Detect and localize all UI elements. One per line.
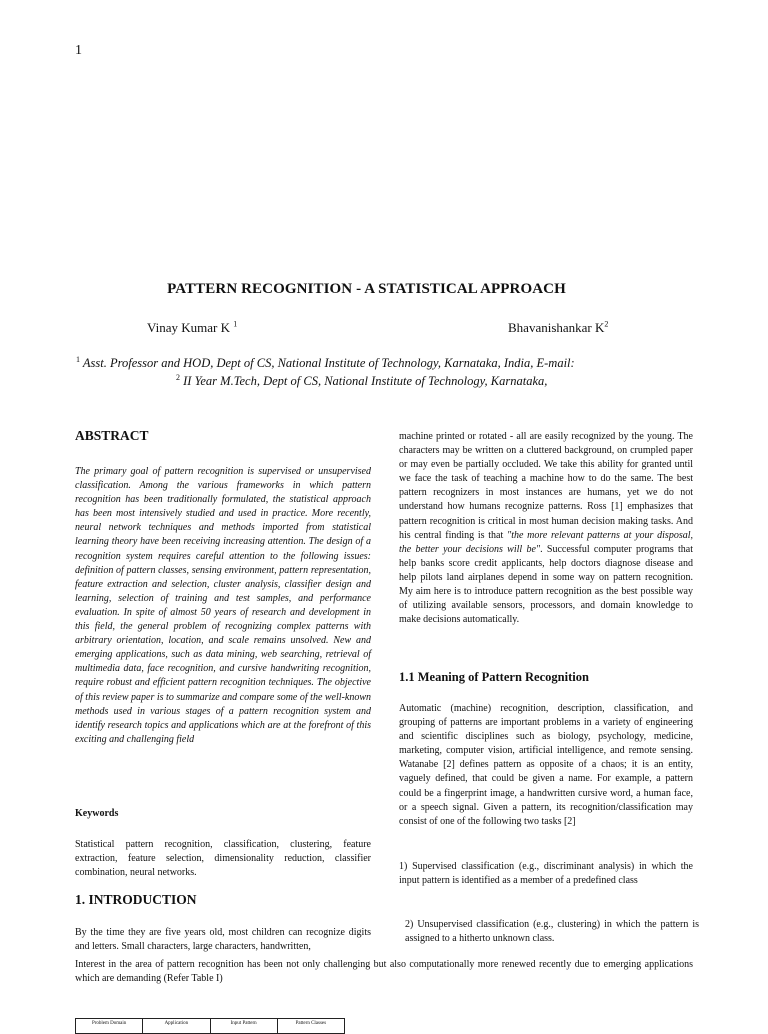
- introduction-heading: 1. INTRODUCTION: [75, 892, 197, 907]
- intro-text-part-2: . Successful computer programs that help banks score credit applicants, help doctors diagnose disease and help pilots land airplanes depend in some way on pattern recognition. My aim here is to introduce pattern recognition as the best possible way of utilizing available sensors, processors, and domain knowledge to make decisions automatically.: [399, 543, 694, 626]
- affiliation-1-text: Asst. Professor and HOD, Dept of CS, National Institute of Technology, Karnataka, India, E-mail:: [82, 356, 575, 370]
- interest-paragraph: Interest in the area of pattern recognition has been not only challenging but also computationally more renewed recently due to emerging applications which are demanding (Refer Table I): [75, 959, 693, 985]
- affiliation-2-text: II Year M.Tech, Dept of CS, National Institute of Technology, Karnataka,: [183, 374, 548, 388]
- author-2-sup: 2: [604, 319, 609, 329]
- author-2-name: Bhavanishankar K: [508, 320, 605, 335]
- task-2-text: 2) Unsupervised classification (e.g., clustering) in which the pattern is assigned to a hitherto unknown class.: [405, 919, 699, 945]
- affiliation-2: [176, 374, 547, 389]
- keywords-text: Statistical pattern recognition, classification, clustering, feature extraction, feature selection, dimensionality reduction, classifier combination, neural networks.: [75, 839, 371, 879]
- author-1: [147, 320, 237, 336]
- affiliation-2-sup: 2: [176, 372, 180, 382]
- table-header-row: [75, 1018, 345, 1034]
- intro-text-part-1: machine printed or rotated - all are easily recognized by the young. The characters may be written on a cluttered background, on crumpled paper or may even be partially occluded. We take this ability for granted until we face the task of teaching a machine how to do the same. The best pattern recognizers in most instances are humans, yet we do not understand how humans recognize patterns. Ross [1] emphasizes that pattern recognition is critical in most human decision making tasks. And his central finding is that: [399, 431, 693, 541]
- abstract-heading: ABSTRACT: [75, 428, 149, 443]
- page-number: 1: [75, 43, 82, 58]
- author-1-sup: 1: [233, 319, 238, 329]
- affiliation-1: [76, 356, 575, 371]
- table-header-application: Application: [143, 1019, 210, 1033]
- author-2: [508, 320, 608, 336]
- intro-quote: "the more relevant patterns at your disposal, the better your decisions will be": [399, 529, 693, 555]
- table-header-input-pattern: Input Pattern: [211, 1019, 278, 1033]
- introduction-continued-text: [399, 430, 693, 627]
- table-header-pattern-classes: Pattern Classes: [295, 1021, 327, 1026]
- author-1-name: Vinay Kumar K: [147, 320, 230, 335]
- task-1-text: 1) Supervised classification (e.g., discriminant analysis) in which the input pattern is identified as a member of a predefined class: [399, 861, 693, 887]
- affiliation-1-sup: 1: [76, 354, 80, 364]
- introduction-text: By the time they are five years old, most children can recognize digits and letters. Small characters, large characters, handwritten,: [75, 927, 371, 953]
- section-1-1-text: Automatic (machine) recognition, description, classification, and grouping of patterns are important problems in a variety of engineering and scientific disciplines such as biology, psychology, medicine, marketing, computer vision, artificial intelligence, and remote sensing. Watanabe [2] defines pattern as opposite of a chaos; it is an entity, vaguely defined, that could be given a name. For example, a pattern could be a fingerprint image, a handwritten cursive word, a human face, or a speech signal. Given a pattern, its recognition/classification may consist of one of the following two tasks [2]: [399, 703, 693, 827]
- abstract-text: The primary goal of pattern recognition is supervised or unsupervised classification. Among the various frameworks in which pattern recognition has been traditionally formulated, the statistical approach has been most intensively studied and used in practice. More recently, neural network techniques and methods imported from statistical learning theory have been receiving increasing attention. The design of a recognition system requires careful attention to the following issues: definition of pattern classes, sensing environment, pattern representation, feature extraction and selection, cluster analysis, classifier design and learning, selection of training and test samples, and performance evaluation. In spite of almost 50 years of research and development in this field, the general problem of recognizing complex patterns with arbitrary orientation, location, and scale remains unsolved. New and emerging applications, such as data mining, web searching, retrieval of multimedia data, face recognition, and cursive handwriting recognition, require robust and efficient pattern recognition techniques. The objective of this review paper is to summarize and compare some of the well-known methods used in various stages of a pattern recognition system and identify research topics and applications which are at the forefront of this exciting and challenging field: [75, 466, 371, 745]
- section-1-1-heading: 1.1 Meaning of Pattern Recognition: [399, 670, 589, 684]
- paper-title: PATTERN RECOGNITION - A STATISTICAL APPROACH: [167, 281, 566, 297]
- keywords-heading: Keywords: [75, 808, 119, 819]
- table-header-problem-domain: Problem Domain: [76, 1019, 143, 1033]
